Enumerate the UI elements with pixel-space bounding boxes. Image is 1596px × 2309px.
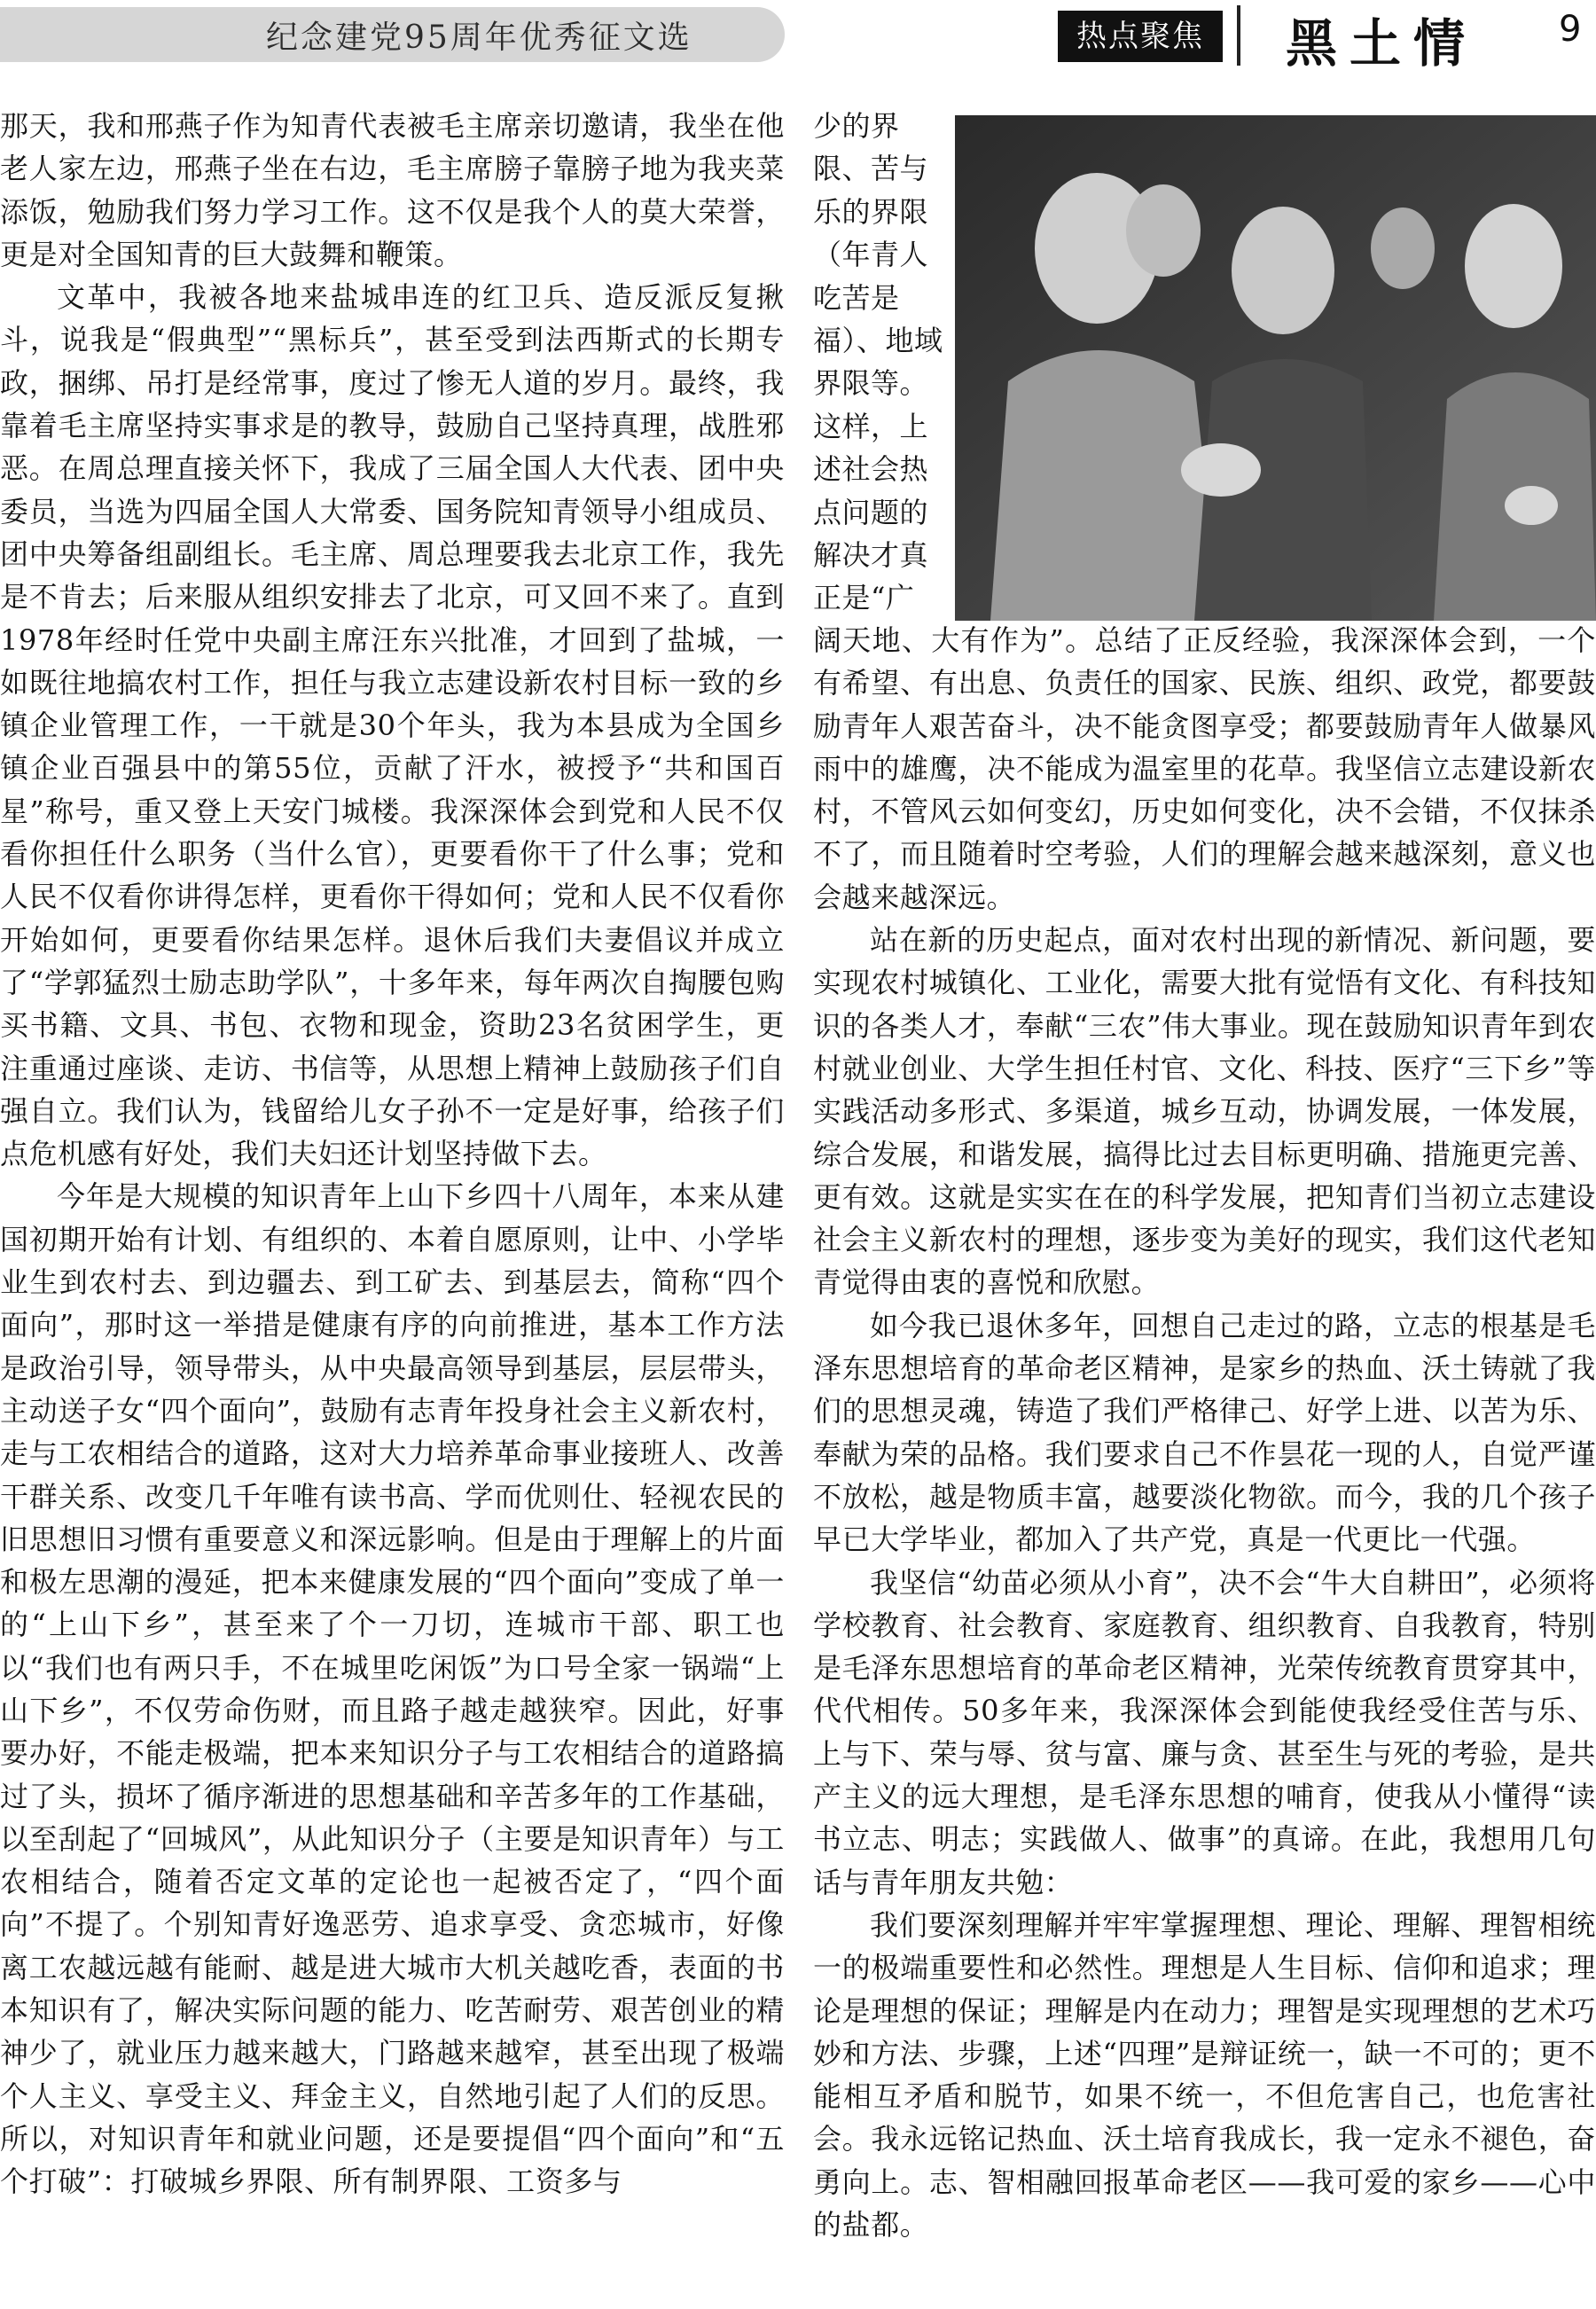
paragraph: 我坚信“幼苗必须从小育”，决不会“牛大自耕田”，必须将学校教育、社会教育、家庭教育、组织教育、自我教育，特别是毛泽东思想培育的革命老区精神，光荣传统教育贯穿其中，代代相传。50多年来，我深深体会到能使我经受住苦与乐、上与下、荣与辱、贫与富、廉与贪、甚至生与死的考验，是共产主义的远大理想，是毛泽东思想的哺育，使我从小懂得“读书立志、明志；实践做人、做事”的真谛。在此，我想用几句话与青年朋友共勉： [813, 1565, 1596, 1899]
left-column [0, 105, 785, 2203]
historical-photo [955, 115, 1596, 621]
section-badge: 热点聚焦 [1058, 11, 1223, 62]
right-column-body [813, 619, 1596, 2246]
header-divider [1237, 5, 1240, 66]
paragraph: 我们要深刻理解并牢牢掌握理想、理论、理解、理智相统一的极端重要性和必然性。理想是人生目标、信仰和追求；理论是理想的保证；理解是内在动力；理智是实现理想的艺术巧妙和方法、步骤，上述“四理”是辩证统一，缺一不可的；更不能相互矛盾和脱节，如果不统一，不但危害自己，也危害社会。我永远铭记热血、沃土培育我成长，我一定永不褪色，奋勇向上。志、智相融回报革命老区——我可爱的家乡——心中的盐都。 [813, 1907, 1596, 2242]
photo-wrap-text: 少的界限、苦与乐的界限（年青人吃苦是福）、地域界限等。这样，上述社会热点问题的解决才真正是“广 [813, 109, 943, 615]
paragraph: 阔天地、大有作为”。总结了正反经验，我深深体会到，一个有希望、有出息、负责任的国家、民族、组织、政党，都要鼓励青年人艰苦奋斗，决不能贪图享受；都要鼓励青年人做暴风雨中的雄鹰，决不能成为温室里的花草。我坚信立志建设新农村，不管风云如何变幻，历史如何变化，决不会错，不仅抹杀不了，而且随着时空考验，人们的理解会越来越深刻，意义也会越来越深远。 [813, 623, 1596, 914]
header-title: 纪念建党95周年优秀征文选 [266, 20, 692, 56]
page-header [0, 0, 1596, 82]
paragraph: 那天，我和邢燕子作为知青代表被毛主席亲切邀请，我坐在他老人家左边，邢燕子坐在右边，毛主席膀子靠膀子地为我夹菜添饭，勉励我们努力学习工作。这不仅是我个人的莫大荣誉，更是对全国知青的巨大鼓舞和鞭策。 [0, 109, 785, 271]
magazine-logo: 黑土情 [1286, 13, 1478, 74]
paragraph: 站在新的历史起点，面对农村出现的新情况、新问题，要实现农村城镇化、工业化，需要大批有觉悟有文化、有科技知识的各类人才，奉献“三农”伟大事业。现在鼓励知识青年到农村就业创业、大学生担任村官、文化、科技、医疗“三下乡”等实践活动多形式、多渠道，城乡互动，协调发展，一体发展，综合发展，和谐发展，搞得比过去目标更明确、措施更完善、更有效。这就是实实在在的科学发展，把知青们当初立志建设社会主义新农村的理想，逐步变为美好的现实，我们这代老知青觉得由衷的喜悦和欣慰。 [813, 923, 1596, 1300]
photo-illustration [955, 115, 1596, 621]
paragraph: 今年是大规模的知识青年上山下乡四十八周年，本来从建国初期开始有计划、有组织的、本着自愿原则，让中、小学毕业生到农村去、到边疆去、到工矿去、到基层去，简称“四个面向”，那时这一举措是健康有序的向前推进，基本工作方法是政治引导，领导带头，从中央最高领导到基层，层层带头，主动送子女“四个面向”，鼓励有志青年投身社会主义新农村，走与工农相结合的道路，这对大力培养革命事业接班人、改善干群关系、改变几千年唯有读书高、学而优则仕、轻视农民的旧思想旧习惯有重要意义和深远影响。但是由于理解上的片面和极左思潮的漫延，把本来健康发展的“四个面向”变成了单一的“上山下乡”，甚至来了个一刀切，连城市干部、职工也以“我们也有两只手，不在城里吃闲饭”为口号全家一锅端“上山下乡”，不仅劳命伤财，而且路子越走越狭窄。因此，好事要办好，不能走极端，把本来知识分子与工农相结合的道路搞过了头，损坏了循序渐进的思想基础和辛苦多年的工作基础，以至刮起了“回城风”，从此知识分子（主要是知识青年）与工农相结合，随着否定文革的定论也一起被否定了，“四个面向”不提了。个别知青好逸恶劳、追求享受、贪恋城市，好像离工农越远越有能耐、越是进大城市大机关越吃香，表面的书本知识有了，解决实际问题的能力、吃苦耐劳、艰苦创业的精神少了，就业压力越来越大，门路越来越窄，甚至出现了极端个人主义、享受主义、拜金主义，自然地引起了人们的反思。所以，对知识青年和就业问题，还是要提倡“四个面向”和“五个打破”：打破城乡界限、所有制界限、工资多与 [0, 1179, 785, 2199]
page-number: 9 [1559, 9, 1582, 50]
paragraph: 如今我已退休多年，回想自己走过的路，立志的根基是毛泽东思想培育的革命老区精神，是家乡的热血、沃土铸就了我们的思想灵魂，铸造了我们严格律己、好学上进、以苦为乐、奉献为荣的品格。我们要求自己不作昙花一现的人，自觉严谨不放松，越是物质丰富，越要淡化物欲。而今，我的几个孩子早已大学毕业，都加入了共产党，真是一代更比一代强。 [813, 1308, 1596, 1557]
paragraph: 文革中，我被各地来盐城串连的红卫兵、造反派反复揪斗，说我是“假典型”“黑标兵”，甚至受到法西斯式的长期专政，捆绑、吊打是经常事，度过了惨无人道的岁月。最终，我靠着毛主席坚持实事求是的教导，鼓励自己坚持真理，战胜邪恶。在周总理直接关怀下，我成了三届全国人大代表、团中央委员，当选为四届全国人大常委、国务院知青领导小组成员、团中央筹备组副组长。毛主席、周总理要我去北京工作，我先是不肯去；后来服从组织安排去了北京，可又回不来了。直到1978年经时任党中央副主席汪东兴批准，才回到了盐城，一如既往地搞农村工作，担任与我立志建设新农村目标一致的乡镇企业管理工作，一干就是30个年头，我为本县成为全国乡镇企业百强县中的第55位，贡献了汗水，被授予“共和国百星”称号，重又登上天安门城楼。我深深体会到党和人民不仅看你担任什么职务（当什么官），更要看你干了什么事；党和人民不仅看你讲得怎样，更看你干得如何；党和人民不仅看你开始如何，更要看你结果怎样。退休后我们夫妻倡议并成立了“学郭猛烈士励志助学队”，十多年来，每年两次自掏腰包购买书籍、文具、书包、衣物和现金，资助23名贫困学生，更注重通过座谈、走访、书信等，从思想上精神上鼓励孩子们自强自立。我们认为，钱留给儿女子孙不一定是好事，给孩子们点危机感有好处，我们夫妇还计划坚持做下去。 [0, 280, 785, 1171]
